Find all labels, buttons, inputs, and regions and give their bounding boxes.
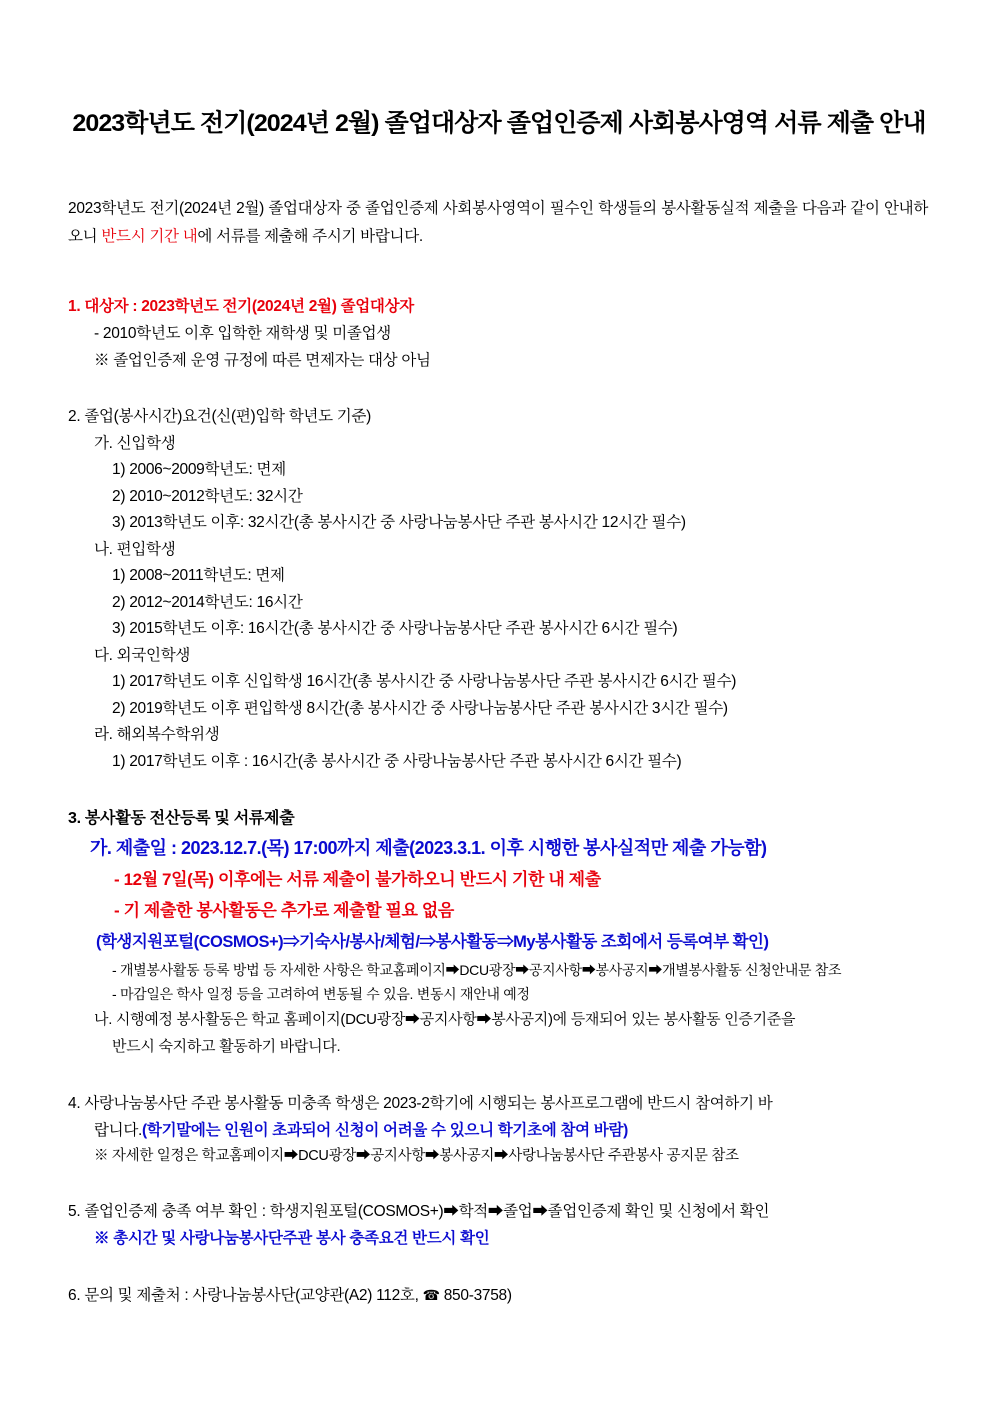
section-4-line-2	[68, 1117, 930, 1144]
section-2-group-2-item-2: 2) 2012~2014학년도: 16시간	[112, 593, 303, 611]
section-6-contact	[68, 1282, 930, 1309]
section-6-contact-prefix: 6. 문의 및 제출처 : 사랑나눔봉사단(교양관(A2) 112호,	[68, 1287, 423, 1304]
section-3-dash-1: - 12월 7일(목) 이후에는 서류 제출이 불가하오니 반드시 기한 내 제출	[114, 870, 601, 889]
section-2-group-3-item-1: 1) 2017학년도 이후 신입학생 16시간(총 봉사시간 중 사랑나눔봉사단 주관 봉사시간 6시간 필수)	[112, 673, 737, 690]
spacer	[68, 1172, 930, 1198]
section-2-group-1-item-3: 3) 2013학년도 이후: 32시간(총 봉사시간 중 사랑나눔봉사단 주관 봉사시간 12시간 필수)	[112, 514, 686, 531]
section-3-note-2: - 마감일은 학사 일정 등을 고려하여 변동될 수 있음. 변동시 재안내 예정	[112, 986, 530, 1002]
section-3-sub-a: 가. 제출일 : 2023.12.7.(목) 17:00까지 제출(2023.3.1. 이후 시행한 봉사실적만 제출 가능함)	[90, 838, 767, 858]
section-1	[68, 293, 930, 374]
spacer	[68, 1256, 930, 1282]
section-2-group-2-item-3: 3) 2015학년도 이후: 16시간(총 봉사시간 중 사랑나눔봉사단 주관 봉사시간 6시간 필수)	[112, 620, 678, 637]
intro-highlight: 반드시 기간 내	[101, 228, 198, 245]
section-3-sub-b-line-1: 나. 시행예정 봉사활동은 학교 홈페이지(DCU광장➡공지사항➡봉사공지)에 등재되어 있는 봉사활동 인증기준을	[94, 1011, 796, 1028]
phone-icon: ☎	[422, 1287, 440, 1303]
section-2-group-3-label: 다. 외국인학생	[94, 646, 191, 664]
section-3-sub-b-line-2: 반드시 숙지하고 활동하기 바랍니다.	[112, 1038, 341, 1055]
section-3-note-1: - 개별봉사활동 등록 방법 등 자세한 사항은 학교홈페이지➡DCU광장➡공지사항➡봉사공지➡개별봉사활동 신청안내문 참조	[112, 962, 842, 978]
intro-text-part2: 에 서류를 제출해 주시기 바랍니다.	[197, 228, 423, 245]
section-1-line-1: - 2010학년도 이후 입학한 재학생 및 미졸업생	[94, 325, 391, 342]
spacer	[68, 378, 930, 404]
section-1-line-2: ※ 졸업인증제 운영 규정에 따른 면제자는 대상 아님	[94, 352, 431, 369]
spacer	[68, 779, 930, 805]
section-2-group-4-item-1: 1) 2017학년도 이후 : 16시간(총 봉사시간 중 사랑나눔봉사단 주관 봉사시간 6시간 필수)	[112, 752, 682, 770]
section-4-line-1: 4. 사랑나눔봉사단 주관 봉사활동 미충족 학생은 2023-2학기에 시행되는 봉사프로그램에 반드시 참여하기 바	[68, 1095, 773, 1112]
section-2-group-1-item-1: 1) 2006~2009학년도: 면제	[112, 461, 286, 478]
section-2	[68, 404, 930, 775]
section-2-heading: 2. 졸업(봉사시간)요건(신(편)입학 학년도 기준)	[68, 408, 371, 425]
section-2-group-3-item-2: 2) 2019학년도 이후 편입학생 8시간(총 봉사시간 중 사랑나눔봉사단 주관 봉사시간 3시간 필수)	[112, 699, 728, 717]
section-2-group-2-label: 나. 편입학생	[94, 540, 176, 558]
section-4-line-2-highlight: (학기말에는 인원이 초과되어 신청이 어려울 수 있으니 학기초에 참여 바람)	[142, 1122, 629, 1139]
section-2-group-1-label: 가. 신입학생	[94, 434, 176, 452]
section-2-group-1-item-2: 2) 2010~2012학년도: 32시간	[112, 487, 303, 505]
page-title: 2023학년도 전기(2024년 2월) 졸업대상자 졸업인증제 사회봉사영역 서류 제출 안내	[72, 110, 926, 137]
section-2-group-4-label: 라. 해외복수학위생	[94, 726, 220, 743]
section-6-contact-number: 850-3758)	[439, 1287, 512, 1304]
section-3	[68, 805, 930, 1060]
spacer	[68, 1064, 930, 1090]
section-5	[68, 1198, 930, 1252]
section-4-note: ※ 자세한 일정은 학교홈페이지➡DCU광장➡공지사항➡봉사공지➡사랑나눔봉사단 주관봉사 공지문 참조	[94, 1148, 739, 1164]
section-4-line-2-prefix: 랍니다.	[94, 1122, 143, 1139]
section-4	[68, 1090, 930, 1168]
section-5-note: ※ 총시간 및 사랑나눔봉사단주관 봉사 충족요건 반드시 확인	[94, 1230, 490, 1247]
section-3-heading: 3. 봉사활동 전산등록 및 서류제출	[68, 810, 295, 827]
section-3-portal-path: (학생지원포털(COSMOS+)⇒기숙사/봉사/체험/⇒봉사활동⇒My봉사활동 조회에서 등록여부 확인)	[96, 933, 769, 951]
intro-text-part1: 2023학년도 전기(2024년 2월) 졸업대상자 중 졸업인증제 사회봉사영역이 필수인 학생들의 봉사활동실적 제출을 다음과 같이 안내하오니	[68, 200, 928, 245]
section-3-dash-2: - 기 제출한 봉사활동은 추가로 제출할 필요 없음	[114, 901, 454, 920]
section-6	[68, 1282, 930, 1309]
section-1-heading: 1. 대상자 : 2023학년도 전기(2024년 2월) 졸업대상자	[68, 298, 414, 315]
section-5-line-1: 5. 졸업인증제 충족 여부 확인 : 학생지원포털(COSMOS+)➡학적➡졸업➡졸업인증제 확인 및 신청에서 확인	[68, 1203, 770, 1220]
section-2-group-2-item-1: 1) 2008~2011학년도: 면제	[112, 567, 285, 584]
intro-paragraph	[68, 195, 930, 251]
